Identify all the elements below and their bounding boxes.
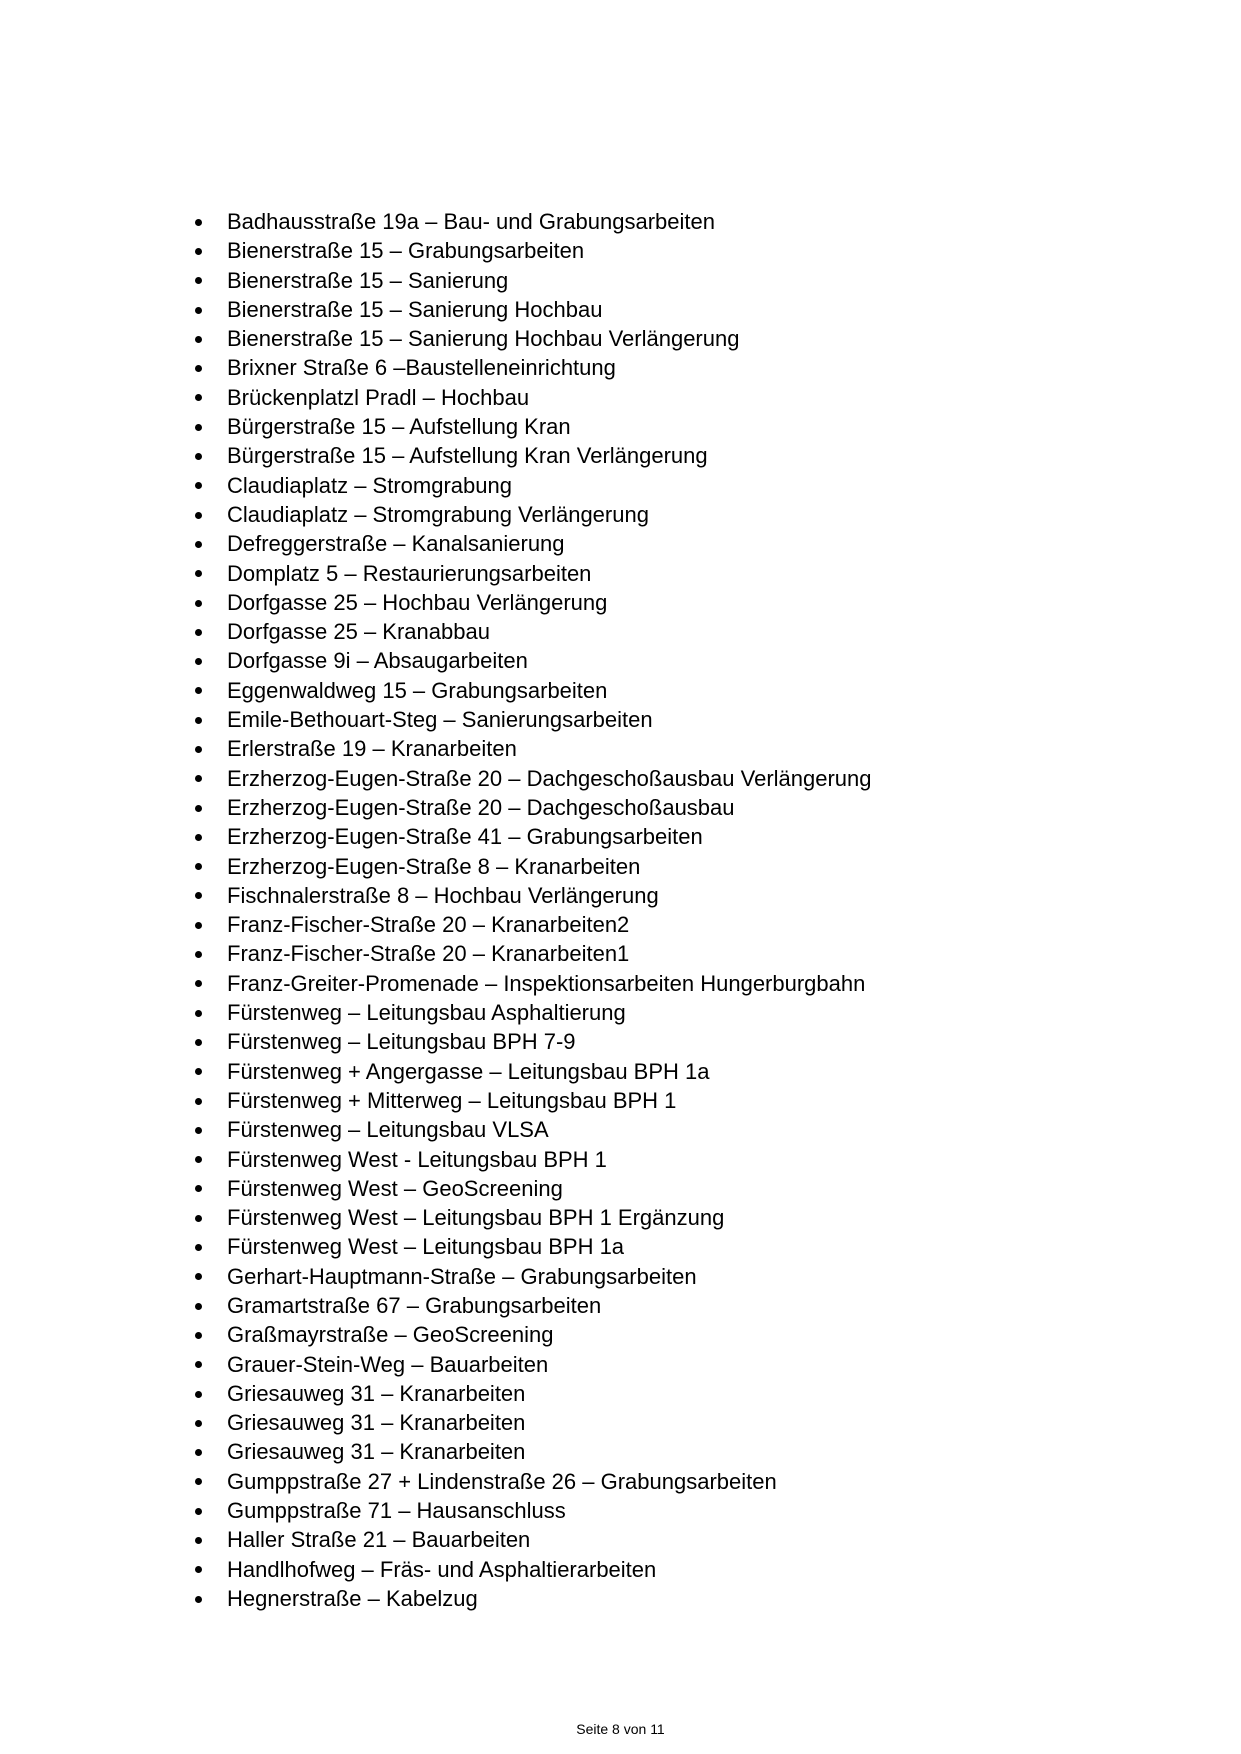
list-item-text: Gramartstraße 67 – Grabungsarbeiten [227,1292,602,1318]
list-item-text: Dorfgasse 25 – Hochbau Verlängerung [227,589,608,615]
list-item-text: Bienerstraße 15 – Sanierung Hochbau [227,296,603,322]
list-item [190,236,1170,265]
bullet-list [190,207,1170,1613]
list-item-text: Griesauweg 31 – Kranarbeiten [227,1439,526,1465]
bullet-icon [195,277,202,284]
list-item-text: Franz-Fischer-Straße 20 – Kranarbeiten2 [227,912,630,938]
bullet-icon [195,394,202,401]
list-item-text: Defreggerstraße – Kanalsanierung [227,531,565,557]
list-item [190,939,1170,968]
bullet-icon [195,1508,202,1515]
list-item [190,998,1170,1027]
list-item [190,1086,1170,1115]
list-item [190,646,1170,675]
list-item [190,324,1170,353]
list-item-text: Eggenwaldweg 15 – Grabungsarbeiten [227,677,608,703]
list-item-text: Brückenplatzl Pradl – Hochbau [227,384,530,410]
list-item [190,1027,1170,1056]
list-item [190,588,1170,617]
bullet-icon [195,336,202,343]
bullet-icon [195,219,202,226]
list-item [190,617,1170,646]
list-item-text: Bienerstraße 15 – Sanierung [227,267,509,293]
list-item-text: Gumppstraße 27 + Lindenstraße 26 – Grabungsarbeiten [227,1468,777,1494]
list-item-text: Fürstenweg – Leitungsbau Asphaltierung [227,1000,626,1026]
bullet-icon [195,482,202,489]
list-item-text: Badhausstraße 19a – Bau- und Grabungsarbeiten [227,209,715,234]
bullet-icon [195,1478,202,1485]
bullet-icon [195,1566,202,1573]
list-item [190,266,1170,295]
list-item [190,705,1170,734]
list-item [190,1232,1170,1261]
list-item-text: Hegnerstraße – Kabelzug [227,1585,478,1611]
list-item-text: Franz-Fischer-Straße 20 – Kranarbeiten1 [227,941,630,967]
bullet-icon [195,600,202,607]
list-item-text: Fürstenweg + Angergasse – Leitungsbau BPH 1a [227,1058,710,1084]
list-item [190,1115,1170,1144]
bullet-icon [195,248,202,255]
list-item-text: Erzherzog-Eugen-Straße 20 – Dachgeschoßausbau [227,794,735,820]
list-item [190,822,1170,851]
list-item [190,1379,1170,1408]
list-item-text: Emile-Bethouart-Steg – Sanierungsarbeiten [227,707,653,733]
list-item-text: Bürgerstraße 15 – Aufstellung Kran [227,414,571,440]
bullet-icon [195,775,202,782]
list-item [190,383,1170,412]
list-item [190,1262,1170,1291]
list-item [190,1496,1170,1525]
list-item [190,1174,1170,1203]
list-item-text: Bienerstraße 15 – Grabungsarbeiten [227,238,585,264]
bullet-icon [195,1449,202,1456]
bullet-icon [195,892,202,899]
list-item-text: Erzherzog-Eugen-Straße 8 – Kranarbeiten [227,853,641,879]
list-item-text: Fürstenweg – Leitungsbau VLSA [227,1117,549,1143]
list-item-text: Fürstenweg West – Leitungsbau BPH 1a [227,1234,625,1260]
list-item-text: Bürgerstraße 15 – Aufstellung Kran Verlängerung [227,443,708,469]
list-item-text: Gerhart-Hauptmann-Straße – Grabungsarbeiten [227,1263,697,1289]
bullet-icon [195,629,202,636]
list-item-text: Gumppstraße 71 – Hausanschluss [227,1498,566,1524]
list-item [190,1320,1170,1349]
list-item-text: Griesauweg 31 – Kranarbeiten [227,1410,526,1436]
list-item [190,1408,1170,1437]
bullet-icon [195,424,202,431]
list-item [190,295,1170,324]
list-item-text: Fürstenweg – Leitungsbau BPH 7-9 [227,1029,576,1055]
bullet-icon [195,1273,202,1280]
bullet-icon [195,1127,202,1134]
list-item [190,353,1170,382]
bullet-icon [195,570,202,577]
bullet-icon [195,1039,202,1046]
bullet-icon [195,453,202,460]
list-item-text: Brixner Straße 6 –Baustelleneinrichtung [227,355,616,381]
list-item-text: Fürstenweg West – GeoScreening [227,1175,563,1201]
bullet-icon [195,1391,202,1398]
bullet-icon [195,1185,202,1192]
list-item [190,559,1170,588]
list-item [190,969,1170,998]
list-item-text: Dorfgasse 25 – Kranabbau [227,619,490,645]
list-item-text: Erzherzog-Eugen-Straße 20 – Dachgeschoßausbau Verlängerung [227,765,872,791]
list-item-text: Grauer-Stein-Weg – Bauarbeiten [227,1351,549,1377]
list-item [190,1584,1170,1613]
bullet-icon [195,541,202,548]
bullet-icon [195,1068,202,1075]
list-item [190,910,1170,939]
list-item [190,500,1170,529]
bullet-icon [195,951,202,958]
list-item-text: Franz-Greiter-Promenade – Inspektionsarbeiten Hungerburgbahn [227,970,866,996]
bullet-icon [195,1596,202,1603]
list-item [190,734,1170,763]
list-item [190,1555,1170,1584]
list-item-text: Haller Straße 21 – Bauarbeiten [227,1527,531,1553]
list-item-text: Fürstenweg West – Leitungsbau BPH 1 Ergänzung [227,1205,725,1231]
list-item [190,441,1170,470]
bullet-icon [195,1010,202,1017]
bullet-icon [195,922,202,929]
bullet-icon [195,1156,202,1163]
list-item [190,1057,1170,1086]
list-item [190,881,1170,910]
bullet-icon [195,512,202,519]
bullet-icon [195,1244,202,1251]
bullet-icon [195,1332,202,1339]
bullet-icon [195,1361,202,1368]
list-item-text: Handlhofweg – Fräs- und Asphaltierarbeiten [227,1556,657,1582]
bullet-icon [195,717,202,724]
list-item [190,1291,1170,1320]
list-item [190,793,1170,822]
bullet-icon [195,307,202,314]
bullet-icon [195,658,202,665]
list-item [190,852,1170,881]
list-item [190,1467,1170,1496]
list-item-text: Griesauweg 31 – Kranarbeiten [227,1380,526,1406]
bullet-icon [195,805,202,812]
list-item [190,207,1170,236]
bullet-icon [195,1098,202,1105]
list-item-text: Graßmayrstraße – GeoScreening [227,1322,554,1348]
list-item-text: Fürstenweg + Mitterweg – Leitungsbau BPH 1 [227,1087,677,1113]
list-item [190,1203,1170,1232]
bullet-icon [195,1303,202,1310]
list-item [190,676,1170,705]
list-item [190,412,1170,441]
list-item [190,471,1170,500]
list-item [190,1437,1170,1466]
list-item-text: Fürstenweg West - Leitungsbau BPH 1 [227,1146,607,1172]
list-item-text: Erzherzog-Eugen-Straße 41 – Grabungsarbeiten [227,824,703,850]
list-item [190,764,1170,793]
bullet-icon [195,863,202,870]
bullet-icon [195,1215,202,1222]
list-item [190,1145,1170,1174]
list-item [190,1350,1170,1379]
bullet-icon [195,687,202,694]
list-item-text: Domplatz 5 – Restaurierungsarbeiten [227,560,592,586]
bullet-icon [195,834,202,841]
bullet-icon [195,980,202,987]
bullet-icon [195,1420,202,1427]
list-item [190,1525,1170,1554]
bullet-icon [195,365,202,372]
list-item-text: Fischnalerstraße 8 – Hochbau Verlängerung [227,882,659,908]
list-item-text: Claudiaplatz – Stromgrabung [227,472,512,498]
bullet-icon [195,1537,202,1544]
list-item [190,529,1170,558]
list-item-text: Bienerstraße 15 – Sanierung Hochbau Verlängerung [227,326,740,352]
list-item-text: Dorfgasse 9i – Absaugarbeiten [227,648,528,674]
list-item-text: Erlerstraße 19 – Kranarbeiten [227,736,517,762]
bullet-icon [195,746,202,753]
list-item-text: Claudiaplatz – Stromgrabung Verlängerung [227,501,649,527]
page-number-footer: Seite 8 von 11 [576,1721,665,1737]
